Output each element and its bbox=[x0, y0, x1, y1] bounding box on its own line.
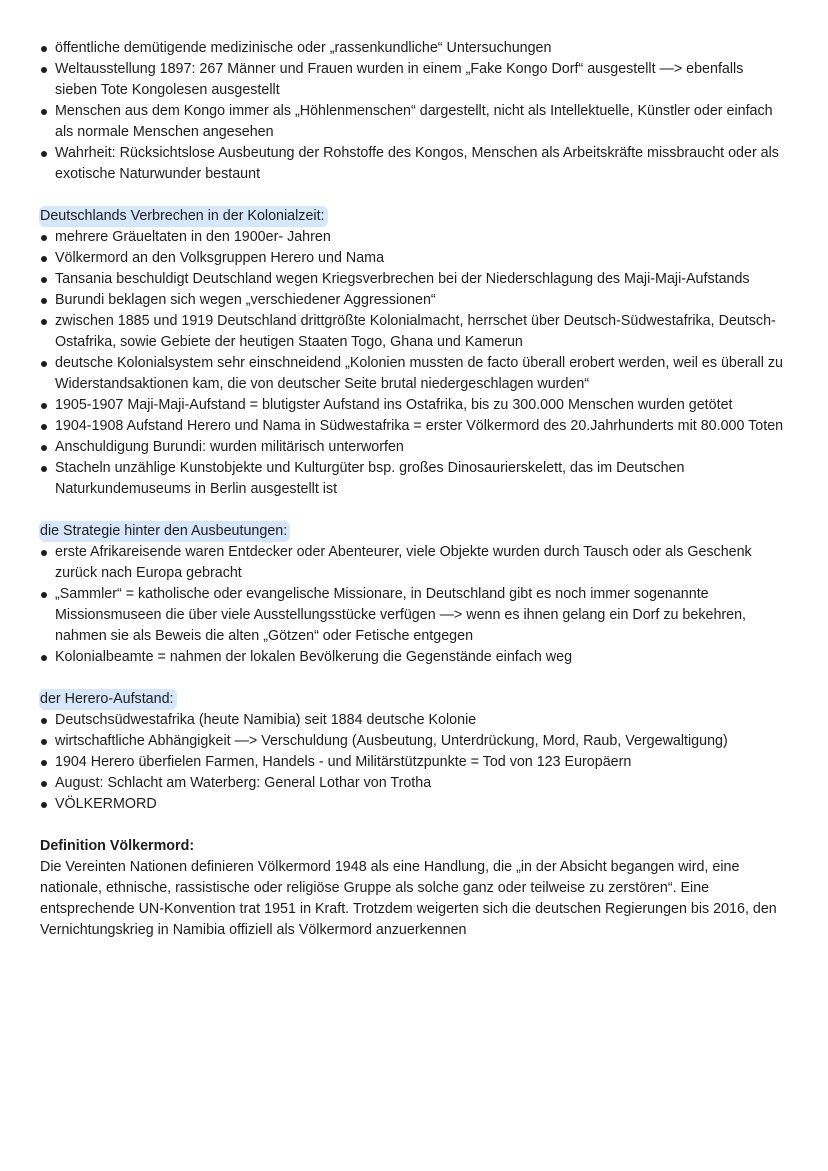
list-item: VÖLKERMORD bbox=[40, 794, 788, 815]
definition-paragraph: Die Vereinten Nationen definieren Völkermord 1948 als eine Handlung, die „in der Absicht begangen wird, eine nationale, ethnische, rassistische oder religiöse Gruppe als solche ganz oder teilweise zu zerstören“. Eine entsprechende UN-Konvention trat 1951 in Kraft. Trotzdem weigerten sich die deutschen Regierungen bis 2016, den Vernichtungskrieg in Namibia offiziell als Völkermord anzuerkennen bbox=[40, 859, 777, 938]
section-strategy bbox=[40, 521, 788, 668]
section-crimes bbox=[40, 206, 788, 500]
list-item: Wahrheit: Rücksichtslose Ausbeutung der Rohstoffe des Kongos, Menschen als Arbeitskräfte missbraucht oder als exotische Naturwunder bestaunt bbox=[40, 143, 788, 185]
list-item: Weltausstellung 1897: 267 Männer und Frauen wurden in einem „Fake Kongo Dorf“ ausgestellt —> ebenfalls sieben Tote Kongolesen ausgestellt bbox=[40, 59, 788, 101]
section-heading: der Herero-Aufstand: bbox=[39, 689, 177, 710]
list-item: Völkermord an den Volksgruppen Herero und Nama bbox=[40, 248, 788, 269]
list-item: Kolonialbeamte = nahmen der lokalen Bevölkerung die Gegenstände einfach weg bbox=[40, 647, 788, 668]
crimes-list bbox=[40, 227, 788, 500]
herero-list bbox=[40, 710, 788, 815]
section-definition bbox=[40, 836, 788, 941]
list-item: „Sammler“ = katholische oder evangelische Missionare, in Deutschland gibt es noch immer sogenannte Missionsmuseen die über viele Ausstellungsstücke verfügen —> wenn es ihnen gelang ein Dorf zu bekehren, nahmen sie als Beweis die alten „Götzen“ oder Fetische entgegen bbox=[40, 584, 788, 647]
section-herero bbox=[40, 689, 788, 815]
list-item: mehrere Gräueltaten in den 1900er- Jahren bbox=[40, 227, 788, 248]
list-item: 1904-1908 Aufstand Herero und Nama in Südwestafrika = erster Völkermord des 20.Jahrhunderts mit 80.000 Toten bbox=[40, 416, 788, 437]
list-item: Menschen aus dem Kongo immer als „Höhlenmenschen“ dargestellt, nicht als Intellektuelle, Künstler oder einfach als normale Menschen angesehen bbox=[40, 101, 788, 143]
definition-heading: Definition Völkermord: bbox=[40, 838, 195, 854]
intro-list bbox=[40, 38, 788, 185]
section-heading: die Strategie hinter den Ausbeutungen: bbox=[39, 521, 290, 542]
list-item: 1904 Herero überfielen Farmen, Handels - und Militärstützpunkte = Tod von 123 Europäern bbox=[40, 752, 788, 773]
list-item: 1905-1907 Maji-Maji-Aufstand = blutigster Aufstand ins Ostafrika, bis zu 300.000 Menschen wurden getötet bbox=[40, 395, 788, 416]
list-item: August: Schlacht am Waterberg: General Lothar von Trotha bbox=[40, 773, 788, 794]
list-item: Burundi beklagen sich wegen „verschiedener Aggressionen“ bbox=[40, 290, 788, 311]
strategy-list bbox=[40, 542, 788, 668]
list-item: zwischen 1885 und 1919 Deutschland drittgrößte Kolonialmacht, herrschet über Deutsch-Südwestafrika, Deutsch-Ostafrika, sowie Gebiete der heutigen Staaten Togo, Ghana und Kamerun bbox=[40, 311, 788, 353]
list-item: Stacheln unzählige Kunstobjekte und Kulturgüter bsp. großes Dinosaurierskelett, das im Deutschen Naturkundemuseums in Berlin ausgestellt ist bbox=[40, 458, 788, 500]
section-heading: Deutschlands Verbrechen in der Kolonialzeit: bbox=[39, 206, 328, 227]
list-item: Anschuldigung Burundi: wurden militärisch unterworfen bbox=[40, 437, 788, 458]
list-item: Deutschsüdwestafrika (heute Namibia) seit 1884 deutsche Kolonie bbox=[40, 710, 788, 731]
list-item: erste Afrikareisende waren Entdecker oder Abenteurer, viele Objekte wurden durch Tausch oder als Geschenk zurück nach Europa gebracht bbox=[40, 542, 788, 584]
list-item: wirtschaftliche Abhängigkeit —> Verschuldung (Ausbeutung, Unterdrückung, Mord, Raub, Vergewaltigung) bbox=[40, 731, 788, 752]
list-item: Tansania beschuldigt Deutschland wegen Kriegsverbrechen bei der Niederschlagung des Maji-Maji-Aufstands bbox=[40, 269, 788, 290]
list-item: öffentliche demütigende medizinische oder „rassenkundliche“ Untersuchungen bbox=[40, 38, 788, 59]
list-item: deutsche Kolonialsystem sehr einschneidend „Kolonien mussten de facto überall erobert werden, weil es überall zu Widerstandsaktionen kam, die von deutscher Seite brutal niedergeschlagen wurden“ bbox=[40, 353, 788, 395]
